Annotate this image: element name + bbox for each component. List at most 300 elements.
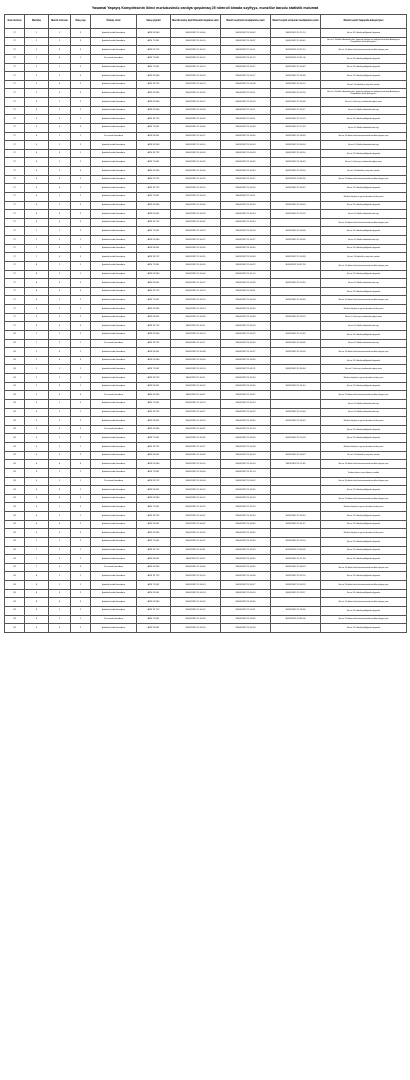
table-cell: 27 (5, 192, 25, 201)
table-cell: İpoteka krediti hesabına (91, 365, 137, 374)
table-cell: 30/05/2022 11:00:06 (171, 123, 221, 132)
table-cell: 30/05/2022 11:00:09 (171, 244, 221, 253)
table-row (5, 244, 407, 253)
table-cell: 30/05/2022 11:05:43 (271, 417, 321, 426)
table-cell: 30/05/2022 11:00:52 (221, 158, 271, 167)
table-cell: 4 (49, 218, 71, 227)
table-cell: 30/05/2022 11:00:13 (171, 227, 221, 236)
table-cell: 3 (25, 106, 49, 115)
table-cell: 2 (49, 37, 71, 46)
table-cell: Ən azı 3 il elmi işçi vəzifəsində işləyən şəxs (321, 98, 407, 107)
table-cell: 30/05/2022 11:00:16 (171, 89, 221, 98)
table-cell: 1 (49, 296, 71, 305)
table-row (5, 339, 407, 348)
table-cell: 7 (25, 227, 49, 236)
table-row (5, 537, 407, 546)
table-cell: 3 (71, 322, 91, 331)
table-cell: 28 (5, 391, 25, 400)
table-cell: 28 (5, 555, 25, 564)
table-cell: 30/05/2022 11:00:27 (221, 175, 271, 184)
column-header: Mənzil seçimi ərizəsinin təsdiqlənmə vaxtı (271, 15, 321, 29)
table-cell: 30/05/2022 11:00:13 (221, 494, 271, 503)
table-cell: 28 (5, 503, 25, 512)
table-cell: Ən azı 3 il faktiki xidmətində olan işçi (321, 339, 407, 348)
table-cell: 2 (71, 244, 91, 253)
table-cell: 1 (49, 468, 71, 477)
table-cell: 2 (49, 201, 71, 210)
table-cell: 30/05/2022 11:00:10 (171, 37, 221, 46)
table-cell: 30/05/2022 11:00:20 (221, 537, 271, 546)
table-cell: AZN 71 841 (137, 399, 171, 408)
table-cell: 2 (71, 227, 91, 236)
table-cell: İpoteka krediti hesabına (91, 123, 137, 132)
table-cell: Məcburi köçkün və ya ona bərabər tutulan şəxs (321, 192, 407, 201)
table-cell: 30/05/2022 11:00:10 (171, 141, 221, 150)
table-cell: 30/05/2022 11:00:06 (171, 563, 221, 572)
table-cell: 2 (71, 192, 91, 201)
table-cell: AZN 53 960 (137, 141, 171, 150)
table-cell: 5 (25, 468, 49, 477)
table-cell: 30/05/2022 10:28:45 (271, 546, 321, 555)
table-cell: Sərbəst elanın və ya ödəmə, müddət (321, 468, 407, 477)
table-cell: 3 (71, 460, 91, 469)
table-cell: 9 (25, 313, 49, 322)
table-cell: Ən azı 15 il dövlət qulluğunda işləyənlər (321, 624, 407, 633)
table-cell: 30/05/2022 10:51:00 (271, 54, 321, 63)
table-cell: 30/05/2022 11:00:11 (171, 391, 221, 400)
table-cell: 6 (25, 192, 49, 201)
table-cell: 3 (71, 287, 91, 296)
table-cell: 27 (5, 236, 25, 245)
table-cell: 30/05/2022 11:00:46 (221, 598, 271, 607)
table-cell: Ən azı 15 il dövlət qulluğunda işləyənlər (321, 434, 407, 443)
table-cell: 1 (49, 261, 71, 270)
table-cell: 27 (5, 158, 25, 167)
table-cell: 3 (49, 244, 71, 253)
table-cell: 30/05/2022 11:00:07 (171, 512, 221, 521)
table-cell: İpoteka krediti hesabına (91, 227, 137, 236)
table-row (5, 175, 407, 184)
table-cell: 30/05/2022 11:00:13 (221, 460, 271, 469)
table-cell: 6 (25, 520, 49, 529)
table-cell: 4 (49, 54, 71, 63)
table-cell: 30/05/2022 11:01:19 (221, 425, 271, 434)
table-row (5, 149, 407, 158)
table-cell (271, 391, 321, 400)
table-cell: 30/05/2022 10:55:00 (271, 615, 321, 624)
table-cell: 28 (5, 477, 25, 486)
table-row (5, 98, 407, 107)
table-cell: 30/05/2022 11:00:55 (221, 417, 271, 426)
table-cell: 30/05/2022 11:00:19 (221, 98, 271, 107)
table-cell: Ən azı 15 il dövlət qulluğunda işləyənlər (321, 54, 407, 63)
table-cell: İpoteka krediti hesabına (91, 503, 137, 512)
table-cell: Ən azı 15 il dövlət qulluğunda işləyənlər (321, 486, 407, 495)
table-row (5, 253, 407, 262)
table-cell: AZN 71 841 (137, 468, 171, 477)
table-cell: 2 (71, 624, 91, 633)
table-cell: 28 (5, 546, 25, 555)
table-cell: 30/05/2022 11:03:19 (271, 581, 321, 590)
table-cell: İpoteka krediti hesabına (91, 460, 137, 469)
table-cell: 30/05/2022 11:10:53 (271, 279, 321, 288)
table-cell: 28 (5, 598, 25, 607)
table-row (5, 572, 407, 581)
table-cell: 1 (71, 115, 91, 124)
table-cell: 28 (5, 468, 25, 477)
table-cell: 27 (5, 115, 25, 124)
table-cell: İpoteka krediti hesabına (91, 253, 137, 262)
table-cell: 30/05/2022 11:00:15 (221, 184, 271, 193)
table-cell: 30/05/2022 11:00:48 (221, 313, 271, 322)
table-cell: 2 (25, 365, 49, 374)
table-cell: AZN 33 722 (137, 115, 171, 124)
table-cell: 4 (25, 149, 49, 158)
table-cell (271, 218, 321, 227)
table-cell: Öz vəsaiti hesabına (91, 615, 137, 624)
table-cell: Ən azı 15 il dövlət qulluğunda işləyənlər (321, 244, 407, 253)
table-cell: 28 (5, 460, 25, 469)
table-cell: Ən azı 15 il dövlət qulluğunda işləyənlər (321, 555, 407, 564)
table-cell: AZN 53 841 (137, 382, 171, 391)
table-cell: 27 (5, 244, 25, 253)
table-cell: Ən azı 15 il dövlət qulluğunda işləyənlər (321, 537, 407, 546)
table-cell: 30/05/2022 11:01:10 (221, 270, 271, 279)
table-cell: 30/05/2022 11:00:00 (171, 167, 221, 176)
table-row (5, 520, 407, 529)
table-cell: 5 (25, 184, 49, 193)
table-cell: AZN 53 841 (137, 348, 171, 357)
table-cell: İpoteka krediti hesabına (91, 89, 137, 98)
table-cell: Ən azı 3 il dövlət təhsil müəssisəsində müəllim işləyən şəxs (321, 460, 407, 469)
table-cell: 30/05/2022 11:00:43 (221, 167, 271, 176)
table-cell: 30/05/2022 11:21:56 (271, 555, 321, 564)
table-cell (271, 322, 321, 331)
table-cell: 30/05/2022 11:00:03 (171, 210, 221, 219)
table-cell: 30/05/2022 11:00:35 (221, 555, 271, 564)
table-cell (271, 270, 321, 279)
table-cell: 3 (49, 348, 71, 357)
table-cell: AZN 71 841 (137, 158, 171, 167)
table-cell: 30/05/2022 11:29:17 (271, 589, 321, 598)
table-cell: 7 (25, 244, 49, 253)
table-cell: 30/05/2022 11:00:56 (221, 382, 271, 391)
table-cell: 2 (25, 374, 49, 383)
table-cell: 27 (5, 46, 25, 55)
table-cell: 28 (5, 443, 25, 452)
table-cell: 6 (25, 529, 49, 538)
table-body (5, 29, 407, 633)
table-cell: 7 (25, 236, 49, 245)
table-cell: 30/05/2022 11:00:03 (221, 624, 271, 633)
table-cell: 6 (25, 503, 49, 512)
table-cell: 3 (49, 175, 71, 184)
table-cell: İpoteka krediti hesabına (91, 63, 137, 72)
table-cell: Ən azı 3 il dövlət təhsil müəssisəsində müəllim işləyən şəxs (321, 296, 407, 305)
table-cell: AZN 53 960 (137, 29, 171, 38)
table-cell: AZN 53 960 (137, 236, 171, 245)
table-cell: 2 (71, 158, 91, 167)
table-cell: İpoteka krediti hesabına (91, 322, 137, 331)
table-cell: 1 (49, 29, 71, 38)
column-header: Mənzil nömrəsi (49, 15, 71, 29)
table-cell: Ən azı 3 il hakimlik iş stajı olan şəxslər (321, 80, 407, 89)
table-cell: Ən azı 3 il dövlət təhsil müəssisəsində müəllim işləyən şəxs (321, 615, 407, 624)
table-cell: 28 (5, 434, 25, 443)
table-cell: 28 (5, 512, 25, 521)
table-cell: 27 (5, 54, 25, 63)
table-row (5, 382, 407, 391)
table-cell: 3 (49, 46, 71, 55)
table-cell: 30/05/2022 11:00:27 (221, 348, 271, 357)
table-cell: 30/05/2022 11:00:15 (171, 503, 221, 512)
table-cell: 30/05/2022 11:00:17 (171, 443, 221, 452)
table-row (5, 305, 407, 314)
table-row (5, 192, 407, 201)
table-cell: 5 (25, 477, 49, 486)
table-cell: 2 (71, 279, 91, 288)
table-cell (271, 399, 321, 408)
table-cell: AZN 53 841 (137, 555, 171, 564)
table-cell: AZN 71 841 (137, 537, 171, 546)
table-cell: 28 (5, 494, 25, 503)
table-cell: 4 (25, 460, 49, 469)
table-cell: Ən azı 3 il dövlət təhsil müəssisəsində müəllim işləyən şəxs (321, 598, 407, 607)
table-cell: 3 (25, 417, 49, 426)
table-cell: 30/05/2022 11:05:14 (271, 80, 321, 89)
table-cell: Ən azı 15 il dövlət qulluğunda işləyənlər (321, 572, 407, 581)
table-row (5, 425, 407, 434)
table-cell: 30/05/2022 11:00:13 (171, 80, 221, 89)
table-cell: 27 (5, 210, 25, 219)
table-cell: 30/05/2022 11:00:27 (221, 236, 271, 245)
table-cell: 3 (49, 451, 71, 460)
table-cell: 28 (5, 520, 25, 529)
table-cell: 3 (71, 46, 91, 55)
table-row (5, 106, 407, 115)
table-cell: İpoteka krediti hesabına (91, 399, 137, 408)
table-cell: İpoteka krediti hesabına (91, 546, 137, 555)
table-cell: Ən azı 15 il dövlət qulluğunda işləyənlər (321, 589, 407, 598)
table-cell: İpoteka krediti hesabına (91, 512, 137, 521)
table-cell: 2 (71, 572, 91, 581)
table-cell: 28 (5, 374, 25, 383)
table-cell: 3 (71, 494, 91, 503)
table-cell: 3 (71, 253, 91, 262)
table-row (5, 184, 407, 193)
column-header: Ödəniş növü (91, 15, 137, 29)
table-cell: AZN 33 722 (137, 546, 171, 555)
table-cell: AZN 33 222 (137, 512, 171, 521)
table-cell: 3 (49, 115, 71, 124)
table-cell: 5 (25, 158, 49, 167)
table-cell: AZN 71 841 (137, 54, 171, 63)
table-cell: AZN 33 722 (137, 572, 171, 581)
table-row (5, 624, 407, 633)
table-cell: 2 (71, 98, 91, 107)
table-cell: 27 (5, 72, 25, 81)
table-cell: Ən azı 3 il faktiki xidmətində olan işçi (321, 123, 407, 132)
table-row (5, 296, 407, 305)
table-cell: 30/05/2022 11:00:03 (271, 201, 321, 210)
table-cell: AZN 71 841 (137, 261, 171, 270)
table-cell: 30/05/2022 11:00:02 (171, 218, 221, 227)
table-cell: AZN 53 960 (137, 391, 171, 400)
table-cell: AZN 53 960 (137, 598, 171, 607)
table-cell: 30/05/2022 11:00:08 (221, 572, 271, 581)
table-cell (271, 443, 321, 452)
table-row (5, 313, 407, 322)
table-cell: 2 (71, 175, 91, 184)
table-row (5, 270, 407, 279)
table-cell: 6 (25, 210, 49, 219)
table-row (5, 391, 407, 400)
table-cell: 2 (71, 261, 91, 270)
table-cell: 27 (5, 227, 25, 236)
table-cell: 30/05/2022 11:00:02 (171, 520, 221, 529)
table-cell: 30/05/2022 11:00:18 (221, 227, 271, 236)
table-cell: İpoteka krediti hesabına (91, 244, 137, 253)
table-cell: 30/05/2022 11:00:11 (171, 322, 221, 331)
table-cell: 28 (5, 624, 25, 633)
table-cell: Ən azı 3 il dövlət təhsil müəssisəsində müəllim işləyən şəxs (321, 132, 407, 141)
table-cell: 2 (71, 80, 91, 89)
table-cell: 4 (49, 123, 71, 132)
table-cell: 27 (5, 123, 25, 132)
table-cell: AZN 71 841 (137, 434, 171, 443)
table-cell: 28 (5, 589, 25, 598)
table-row (5, 546, 407, 555)
table-row (5, 210, 407, 219)
table-cell: 30/05/2022 11:13:19 (271, 210, 321, 219)
table-row (5, 218, 407, 227)
column-header: Mənzil seçiminin təsdiqlənmə vaxtı (221, 15, 271, 29)
table-cell: 3 (71, 218, 91, 227)
table-cell: AZN 71 841 (137, 615, 171, 624)
table-cell (271, 468, 321, 477)
table-cell: 30/05/2022 11:00:15 (171, 54, 221, 63)
table-cell: 30/05/2022 10:55:52 (271, 175, 321, 184)
table-cell: 30/05/2022 11:00:18 (271, 348, 321, 357)
table-cell: 9 (25, 606, 49, 615)
table-cell: 8 (25, 279, 49, 288)
table-cell: İpoteka krediti hesabına (91, 305, 137, 314)
table-cell: Ən azı 3 il hakimlik iş stajı olan şəxslər (321, 451, 407, 460)
table-cell: 30/05/2022 11:00:17 (221, 72, 271, 81)
table-cell: 30/05/2022 11:10:04 (271, 408, 321, 417)
table-cell: Məcburi köçkün və ya ona bərabər tutulan şəxs (321, 529, 407, 538)
table-cell: 1 (49, 192, 71, 201)
table-row (5, 37, 407, 46)
table-cell: İpoteka krediti hesabına (91, 149, 137, 158)
table-cell: 1 (71, 339, 91, 348)
table-cell (271, 356, 321, 365)
table-row (5, 167, 407, 176)
table-cell: 27 (5, 184, 25, 193)
table-cell: 30/05/2022 11:00:13 (221, 399, 271, 408)
table-row (5, 417, 407, 426)
table-cell: 30/05/2022 11:10:15 (271, 115, 321, 124)
table-row (5, 201, 407, 210)
table-cell: 30/05/2022 11:10:33 (271, 330, 321, 339)
table-cell: 30/05/2022 11:05:49 (271, 158, 321, 167)
table-cell: 4 (49, 494, 71, 503)
table-cell: AZN 53 222 (137, 46, 171, 55)
table-cell: İpoteka krediti hesabına (91, 520, 137, 529)
table-cell: 3 (71, 37, 91, 46)
table-cell: İpoteka krediti hesabına (91, 581, 137, 590)
table-cell: 4 (25, 451, 49, 460)
table-row (5, 80, 407, 89)
table-cell: AZN 53 960 (137, 270, 171, 279)
table-cell: 27 (5, 270, 25, 279)
table-cell: 30/05/2022 11:11:09 (271, 460, 321, 469)
table-cell: 30/05/2022 11:08:39 (271, 132, 321, 141)
table-cell: 30/05/2022 11:00:15 (171, 184, 221, 193)
table-cell: 30/05/2022 11:00:00 (171, 29, 221, 38)
table-cell: Ən azı 3 il dövlət təhsil müəssisəsində müəllim işləyən şəxs (321, 581, 407, 590)
table-row (5, 563, 407, 572)
table-row (5, 408, 407, 417)
table-row (5, 581, 407, 590)
table-cell: 1 (49, 132, 71, 141)
table-cell: İpoteka krediti hesabına (91, 374, 137, 383)
table-cell (271, 305, 321, 314)
table-cell: 5 (25, 494, 49, 503)
table-cell: Ən azı 15 il dövlət qulluğunda işləyənlər (321, 149, 407, 158)
table-cell: 30/05/2022 11:00:22 (221, 408, 271, 417)
table-cell: 8 (25, 598, 49, 607)
table-cell: AZN 53 841 (137, 486, 171, 495)
table-cell: 4 (49, 391, 71, 400)
table-cell: 7 (25, 546, 49, 555)
table-cell: 30/05/2022 11:00:09 (221, 443, 271, 452)
table-cell: Ən azı 3 il dövlət təhsil müəssisəsində müəllim işləyən şəxs (321, 46, 407, 55)
table-cell (271, 477, 321, 486)
table-cell: 27 (5, 175, 25, 184)
table-cell: 1 (49, 227, 71, 236)
table-cell: 3 (49, 624, 71, 633)
table-cell (271, 503, 321, 512)
table-cell: 2 (71, 365, 91, 374)
table-cell: AZN 53 960 (137, 201, 171, 210)
table-cell: 2 (25, 63, 49, 72)
table-cell: 2 (49, 581, 71, 590)
table-cell: 30/05/2022 11:00:15 (171, 296, 221, 305)
table-cell: İpoteka krediti hesabına (91, 184, 137, 193)
table-cell: 4 (49, 460, 71, 469)
table-row (5, 322, 407, 331)
table-cell: AZN 53 960 (137, 529, 171, 538)
table-cell: 3 (49, 210, 71, 219)
table-cell: 30/05/2022 11:02:26 (271, 89, 321, 98)
table-cell: 27 (5, 261, 25, 270)
table-cell: 1 (25, 330, 49, 339)
table-cell: 30/05/2022 11:00:52 (221, 529, 271, 538)
table-cell: 1 (71, 374, 91, 383)
table-cell: AZN 53 960 (137, 167, 171, 176)
table-cell: İpoteka krediti hesabına (91, 210, 137, 219)
table-cell: İpoteka krediti hesabına (91, 382, 137, 391)
table-cell: 3 (25, 408, 49, 417)
table-cell: 28 (5, 408, 25, 417)
table-cell: 3 (25, 123, 49, 132)
table-cell: 30/05/2022 11:00:17 (171, 339, 221, 348)
table-cell: 30/05/2022 11:00:04 (171, 477, 221, 486)
table-cell: 30/05/2022 11:11:10 (271, 29, 321, 38)
table-cell: 2 (49, 546, 71, 555)
table-cell: 4 (49, 322, 71, 331)
